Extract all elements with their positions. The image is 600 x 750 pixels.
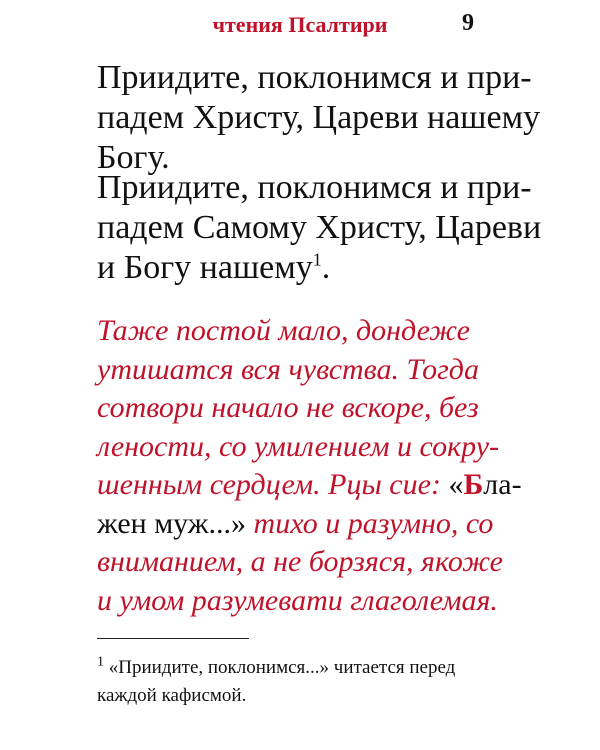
rubric-line: вниманием, а не борзяся, якоже	[97, 545, 503, 578]
rubric-line	[97, 466, 522, 505]
rubric-span: тихо и разумно, со	[246, 506, 494, 540]
rubric-instruction	[97, 312, 522, 620]
text-line: Богу.	[97, 139, 170, 176]
text-line: падем Христу, Цареви нашему	[97, 99, 541, 136]
footnote	[97, 654, 517, 710]
footnote-reference: 1	[312, 249, 322, 270]
footnote-text: «Приидите, поклонимся...» читается перед	[104, 657, 456, 678]
text-line: падем Самому Христу, Цареви	[97, 209, 542, 246]
rubric-line: утишатся вся чувства. Тогда	[97, 352, 479, 386]
rubric-line: Таже постой мало, дондеже	[97, 314, 470, 347]
open-quote: «	[448, 468, 464, 501]
psalm-incipit-end: жен муж...»	[97, 506, 247, 540]
rubric-span: шенным сердцем. Рцы сие:	[97, 468, 449, 501]
drop-letter: Б	[463, 468, 484, 501]
prayer-paragraph-1	[97, 58, 541, 178]
rubric-line: сотвори начало не вскоре, без	[97, 391, 479, 424]
footnote-line: каждой кафисмой.	[97, 685, 247, 706]
text-span: и Богу нашему	[97, 249, 313, 286]
rubric-line: лености, со умилением и сокру-	[97, 429, 500, 463]
footnote-line	[97, 654, 517, 682]
psalm-incipit-start: ла-	[483, 468, 522, 501]
prayer-paragraph-2	[97, 168, 542, 288]
text-line: Приидите, поклонимся и при-	[97, 169, 532, 206]
footnote-mark: 1	[97, 654, 104, 670]
footnote-divider	[97, 638, 249, 639]
text-line	[97, 248, 517, 288]
running-header-title: чтения Псалтири	[212, 12, 388, 37]
text-span: .	[321, 249, 331, 286]
page-number: 9	[462, 10, 474, 36]
rubric-line	[97, 505, 517, 544]
rubric-line: и умом разумевати глаголемая.	[97, 583, 498, 617]
text-line: Приидите, поклонимся и при-	[97, 59, 532, 96]
